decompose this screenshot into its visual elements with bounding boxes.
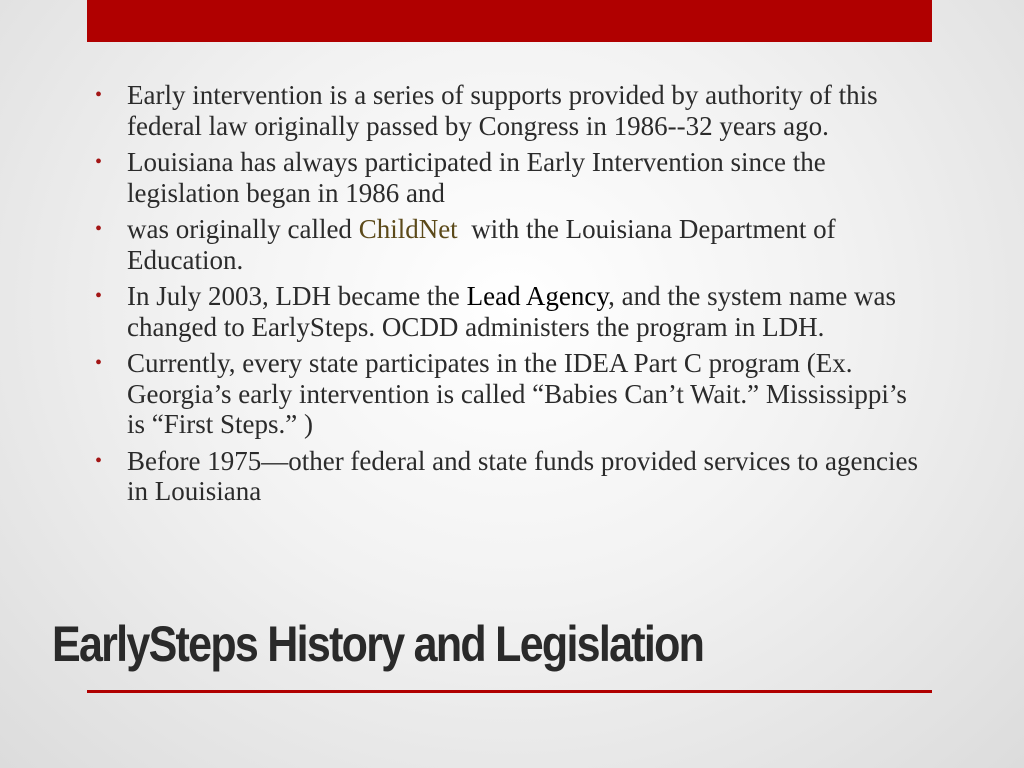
slide-title: EarlySteps History and Legislation — [52, 616, 704, 672]
bullet-item — [95, 446, 925, 507]
bullet-dot-icon: • — [95, 218, 103, 240]
top-accent-bar — [87, 0, 932, 42]
bullet-text-after: , and the system name was changed to EarlySteps. OCDD administers the program in LDH. — [127, 281, 897, 342]
bullet-dot-icon: • — [95, 84, 103, 106]
bullet-dot-icon: • — [95, 151, 103, 173]
title-underline-rule — [87, 690, 932, 693]
bullet-text-before: was originally called — [127, 214, 359, 244]
bullet-text-before: In July 2003, LDH became the — [127, 281, 467, 311]
bullet-item — [95, 348, 925, 440]
bullet-list — [95, 80, 925, 507]
bullet-text: Louisiana has always participated in Early Intervention since the legislation began in 1986 and — [127, 147, 826, 208]
bullet-text: Early intervention is a series of supports provided by authority of this federal law originally passed by Congress in 1986--32 years ago. — [127, 80, 878, 141]
childnet-highlight: ChildNet — [358, 214, 458, 244]
bullet-item — [95, 214, 925, 275]
bullet-item — [95, 281, 925, 342]
bullet-text: Currently, every state participates in the IDEA Part C program (Ex. Georgia’s early intervention is called “Babies Can’t Wait.” Mississippi’s is “First Steps.” ) — [127, 348, 907, 439]
bullet-dot-icon: • — [95, 352, 103, 374]
bullet-dot-icon: • — [95, 449, 103, 472]
bullet-text-after: with the Louisiana Department of Education. — [127, 214, 843, 275]
bullet-item — [95, 80, 925, 141]
slide-body — [95, 80, 925, 513]
bullet-item — [95, 147, 925, 208]
bullet-dot-icon: • — [95, 285, 103, 307]
bullet-text: Before 1975—other federal and state funds provided services to agencies in Louisiana — [127, 445, 918, 506]
lead-agency-highlight: Lead Agency — [466, 281, 609, 311]
